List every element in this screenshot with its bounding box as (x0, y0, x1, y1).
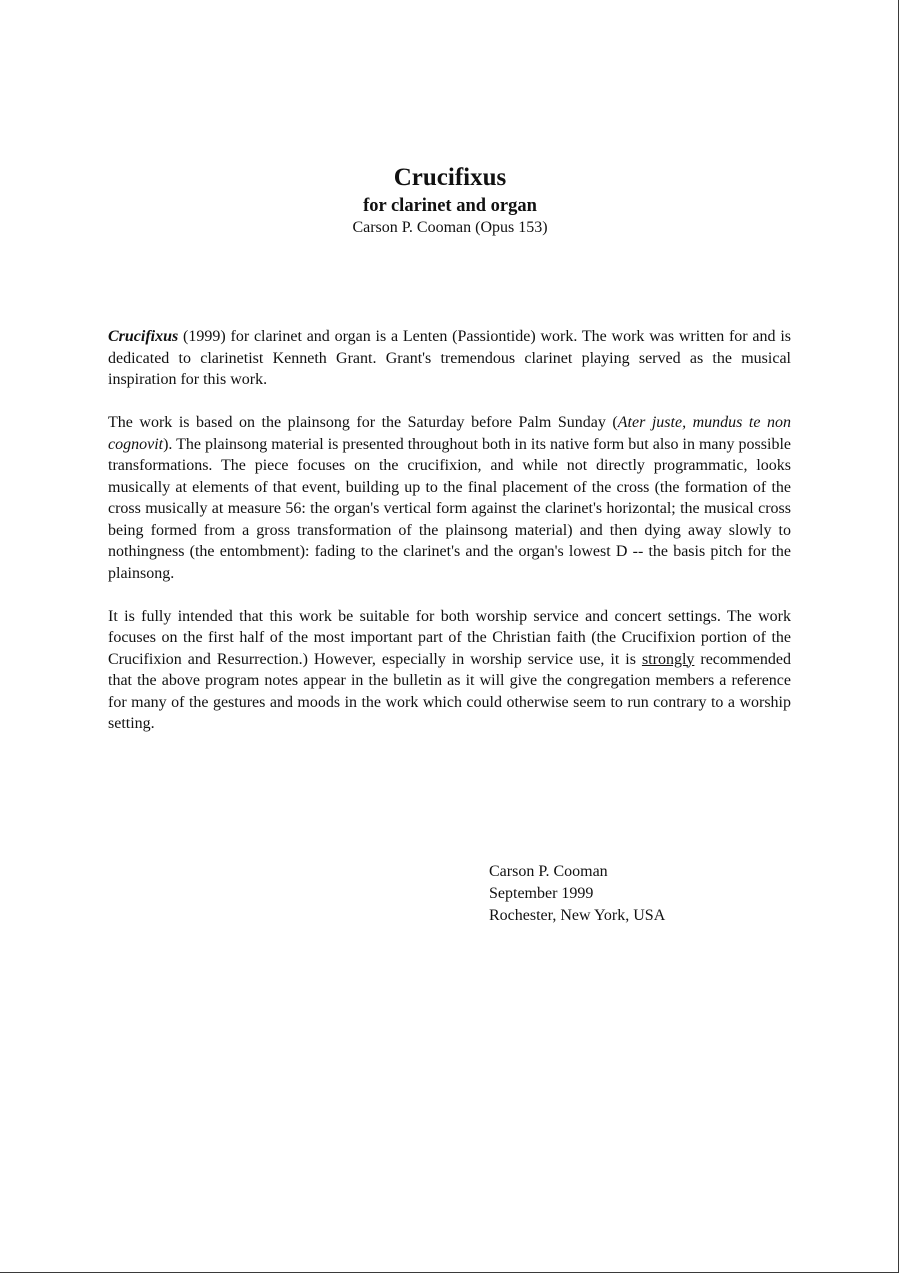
notes-paragraph-1-text: (1999) for clarinet and organ is a Lenten (Passiontide) work. The work was written for and is dedicated to clarinetist Kenneth Grant. Grant's tremendous clarinet playing served as the musical inspiration for this work. (108, 328, 791, 388)
notes-paragraph-3-text-b: recommended that the above program notes appear in the bulletin as it will give the congregation members a reference for many of the gestures and moods in the work which could otherwise seem to run contrary to a worship setting. (108, 650, 791, 732)
notes-paragraph-2-text-b: ). The plainsong material is presented throughout both in its native form but also in many possible transformations. The piece focuses on the crucifixion, and while not directly programmatic, looks musically at elements of that event, building up to the final placement of the cross (the formation of the cross musically at measure 56: the organ's vertical form against the clarinet's horizontal; the musical cross being formed from a gross transformation of the plainsong material) and then dying away slowly to nothingness (the entombment): fading to the clarinet's and the organ's lowest D -- the basis pitch for the plainsong. (108, 435, 791, 582)
signature-date: September 1999 (489, 885, 594, 902)
page-subtitle: for clarinet and organ (363, 196, 537, 216)
notes-paragraph-1 (108, 326, 791, 391)
notes-paragraph-3-text-a: It is fully intended that this work be suitable for both worship service and concert settings. The work focuses on the first half of the most important part of the Christian faith (the Crucifixion portion of the Crucifixion and Resurrection.) However, especially in worship service use, it is (108, 607, 791, 668)
page-title: Crucifixus (393, 164, 507, 191)
title-block (0, 162, 900, 238)
program-notes (108, 326, 791, 756)
work-title-inline: Crucifixus (108, 328, 179, 345)
notes-paragraph-2-text-a: The work is based on the plainsong for the Saturday before Palm Sunday ( (108, 414, 618, 431)
notes-paragraph-3 (108, 606, 791, 735)
signature-name: Carson P. Cooman (489, 863, 608, 880)
composer-credit: Carson P. Cooman (Opus 153) (352, 219, 548, 236)
notes-paragraph-2 (108, 412, 791, 584)
signature-place: Rochester, New York, USA (489, 907, 666, 924)
latin-antiphon-title: Ater juste, mundus te non cognovit (108, 414, 792, 453)
signature-block (489, 861, 665, 927)
emphasis-underlined: strongly (641, 650, 695, 668)
